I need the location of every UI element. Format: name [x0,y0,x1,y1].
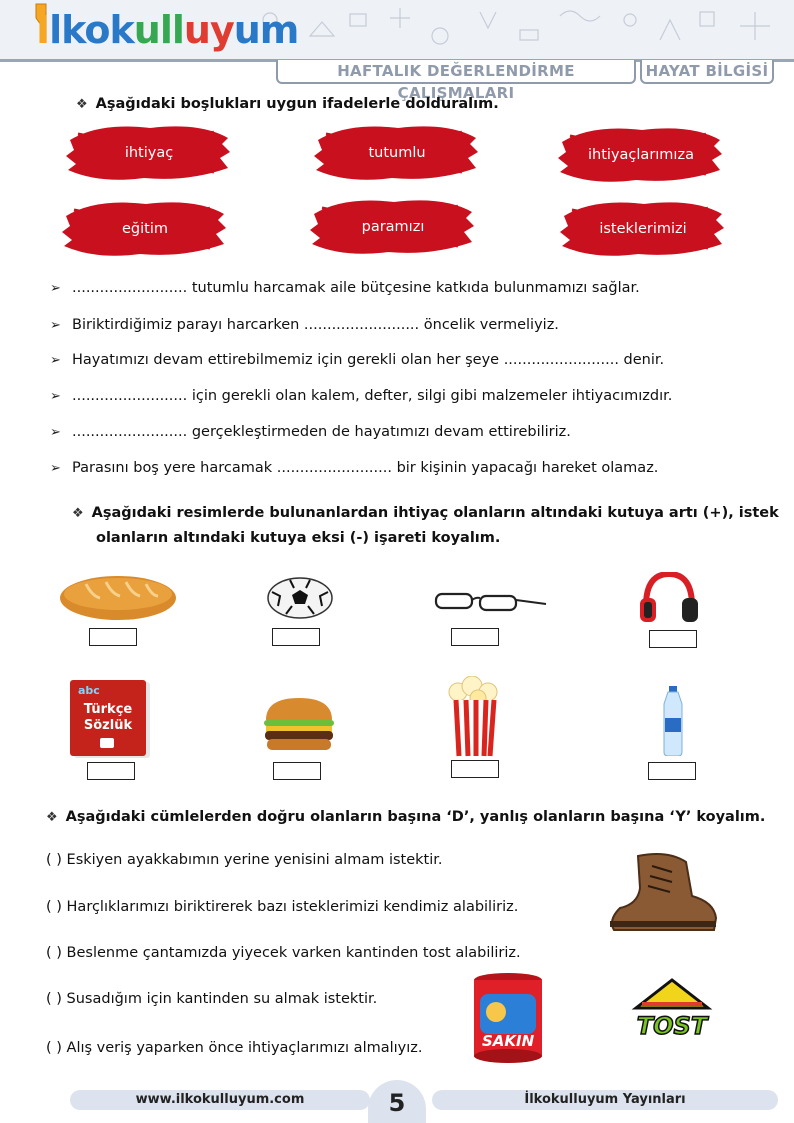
word-bank-label: ihtiyaçlarımıza [588,147,694,163]
diamond-bullet-icon: ❖ [76,97,88,112]
word-bank-label: tutumlu [368,145,426,161]
answer-box-water[interactable] [648,762,696,780]
section2-instruction-line2: olanların altındaki kutuya eksi (-) işareti koyalım. [96,530,501,546]
old-boot-icon [608,852,720,936]
word-bank-label: eğitim [122,221,168,237]
sentence-text: Biriktirdiğimiz parayı harcarken ......................... öncelik vermeliyiz. [72,317,559,333]
footer-publisher: İlkokulluyum Yayınları [432,1090,778,1110]
diamond-bullet-icon: ❖ [72,506,84,521]
arrow-bullet-icon: ➢ [50,281,61,296]
dictionary-icon: abc Türkçe Sözlük [70,680,146,756]
word-bank-item [556,122,726,188]
eyeglasses-icon [432,588,548,616]
fill-in-sentence [50,460,658,476]
sentence-text: Hayatımızı devam ettirebilmemiz için gerekli olan her şeye ......................... denir. [72,352,665,368]
soccer-ball-icon [266,576,334,620]
sentence-text: Parasını boş yere harcamak ......................... bir kişinin yapacağı hareket olamaz. [72,460,659,476]
section2-instruction-line1: ❖ Aşağıdaki resimlerde bulunanlardan ihtiyaç olanların altındaki kutuya artı (+), istek [72,505,779,521]
answer-box-ball[interactable] [272,628,320,646]
answer-box-popcorn[interactable] [451,760,499,778]
answer-box-dictionary[interactable] [87,762,135,780]
word-bank-label: ihtiyaç [124,145,174,161]
tost-sign-icon: TOST [626,978,718,1044]
arrow-bullet-icon: ➢ [50,318,61,333]
word-bank-item [308,194,478,260]
word-bank-item [312,120,482,186]
arrow-bullet-icon: ➢ [50,353,61,368]
true-false-item[interactable]: ( ) Alış veriş yaparken önce ihtiyaçlarımızı almalıyız. [46,1040,423,1056]
fill-in-sentence [50,388,672,404]
word-bank-label: paramızı [361,219,425,235]
footer-website[interactable]: www.ilkokulluyum.com [70,1090,370,1110]
section1-instruction: ❖ Aşağıdaki boşlukları uygun ifadelerle dolduralım. [76,96,499,112]
site-logo: İlkokulluyum [36,8,299,52]
arrow-bullet-icon: ➢ [50,461,61,476]
headphones-icon [638,572,700,624]
arrow-bullet-icon: ➢ [50,389,61,404]
true-false-item[interactable]: ( ) Eskiyen ayakkabımın yerine yenisini almam istektir. [46,852,443,868]
hamburger-icon [262,696,336,752]
bread-icon [58,570,178,622]
fill-in-sentence [50,317,559,333]
true-false-item[interactable]: ( ) Susadığım için kantinden su almak istektir. [46,991,378,1007]
true-false-item[interactable]: ( ) Harçlıklarımızı biriktirerek bazı isteklerimizi kendimiz alabiliriz. [46,899,519,915]
diamond-bullet-icon: ❖ [46,810,58,825]
true-false-item[interactable]: ( ) Beslenme çantamızda yiyecek varken kantinden tost alabiliriz. [46,945,521,961]
page-number: 5 [368,1080,426,1123]
answer-box-hamburger[interactable] [273,762,321,780]
tab-weekly-evaluation: HAFTALIK DEĞERLENDİRME ÇALIŞMALARI [276,60,636,84]
doodle-pattern-icon [250,6,790,56]
section3-instruction: ❖ Aşağıdaki cümlelerden doğru olanların başına ‘D’, yanlış olanların başına ‘Y’ koyalım. [46,809,766,825]
word-bank-label: isteklerimizi [599,221,687,237]
sentence-text: ......................... tutumlu harcamak aile bütçesine katkıda bulunmamızı sağlar. [72,280,640,296]
word-bank-item [64,120,234,186]
arrow-bullet-icon: ➢ [50,425,61,440]
answer-box-headphones[interactable] [649,630,697,648]
water-bottle-icon [660,686,686,756]
word-bank-item [558,196,728,262]
answer-box-bread[interactable] [89,628,137,646]
sentence-text: ......................... için gerekli olan kalem, defter, silgi gibi malzemeler ihtiyacımızdır. [72,388,673,404]
fill-in-sentence [50,424,571,440]
sentence-text: ......................... gerçekleştirmeden de hayatımızı devam ettirebiliriz. [72,424,571,440]
tab-subject: HAYAT BİLGİSİ [640,60,774,84]
fill-in-sentence [50,280,640,296]
piggy-bank-tin-icon: SAKIN [472,972,544,1064]
answer-box-glasses[interactable] [451,628,499,646]
word-bank-item [60,196,230,262]
fill-in-sentence [50,352,664,368]
popcorn-icon [448,676,500,758]
